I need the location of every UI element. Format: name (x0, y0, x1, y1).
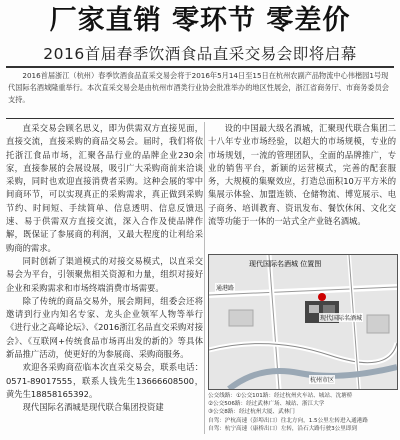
lead-rule (6, 118, 394, 119)
right-column (208, 122, 396, 252)
map-label-road: 通港路 (216, 285, 235, 292)
map-graphic (209, 255, 397, 389)
body-paragraph: 现代国际名酒城是现代联合集团投资建 (22, 402, 164, 413)
caption-line: 公交线路：①公交101路：经过杭州火车站、城站、沈塘桥 (208, 393, 353, 399)
transport-captions (208, 392, 398, 433)
body-paragraph: 设的中国最大级名酒城，汇聚现代联合集团二十八年专业市场经验，以超大的市场规模，专业的市场规划，一流的管理团队，全面的品牌推广，专业的销售平台，新颖的运营模式，完善的配套服务，大规模的集聚效应，打造总面积10万平方米的集展示体验、加盟连锁、仓储物流、博览展示、电子商务、培训教育、资讯发布、餐饮休闲、文化交流等功能于一体的一站式全产业链名酒城。 (208, 123, 396, 227)
caption-line: 自驾：杭宁高速（康桥出口）左转，沿石大路行驶3公里即到 (208, 425, 357, 432)
caption-line: ②公交506路：经过武林广场、城站、浙江大学 (208, 401, 325, 408)
left-column (6, 122, 203, 438)
body-paragraph: 除了传统的商品交易外，展会期间，组委会还将邀请到行业内知名专家、龙头企业领军人物等举行《进行业之高峰论坛》、《2016浙江名品直交采购对接会》、《互联网+传统食品市场再出发的新的》等具体新品推广活动，使更好的为参展商、采购商服务。 (6, 295, 203, 360)
column-divider (204, 122, 205, 434)
body-paragraph: 同时创新了渠道模式的对接交易模式，以直采交易会为平台，引领聚焦相关资源和力量，组织对接好企业和采购需求和市场终端消费市场需要。 (6, 255, 203, 293)
caption-line: ③公交8路：经过杭州大厦、武林门 (208, 409, 295, 416)
map-label-venue: 现代国际名酒城 (320, 315, 363, 322)
subheadline: 2016首届春季饮酒食品直采交易会即将启幕 (43, 45, 357, 63)
body-paragraph: 欢迎各采购商莅临本次直采交易会，联系电话：0571-89017555，联系人钱先生13666608500，黄先生18858165392。 (6, 362, 203, 399)
body-paragraph: 直采交易会顾名思义，即为供需双方直接见面，直接交流，直接采购的商品交易会。届时，我们将依托浙江食品市场，汇聚各品行业的品牌企业230余家，直接参展的会展设展，吸引广大采购商前来洽谈采购，同时也欢迎直接消费者采购。这种会展的零中间商环节，可以实现真正的采购需求，真正做到采购节约、时间短、手续简单、信息透明、信息反馈迅速、易于供需双方直接交流，深入合作及使品牌作解，既保证了参展商的利润，又最大程度的让利给采购商的需求。 (6, 123, 203, 253)
top-rule (6, 66, 394, 68)
caption-line: 自驾：沪杭高速（彭埠出口）往北方向，1.5公里左转进入通港路 (208, 417, 368, 424)
headline: 厂家直销 零环节 零差价 (49, 5, 351, 36)
location-map (208, 254, 398, 390)
map-title: 现代国际名酒城 位置图 (249, 260, 322, 268)
lead-paragraph: 2016首届浙江（杭州）春季饮酒食品直采交易会将于2016年5月14日至15日在杭州农副产品物流中心伟楷园1号现代国际名酒城隆重举行。本次直采交易会是由杭州市酒类行业协会批准举办的地区性展会，浙江省商务厅、市商务委员会支持。 (8, 71, 389, 104)
map-label-city: 杭州市区 (310, 377, 335, 384)
